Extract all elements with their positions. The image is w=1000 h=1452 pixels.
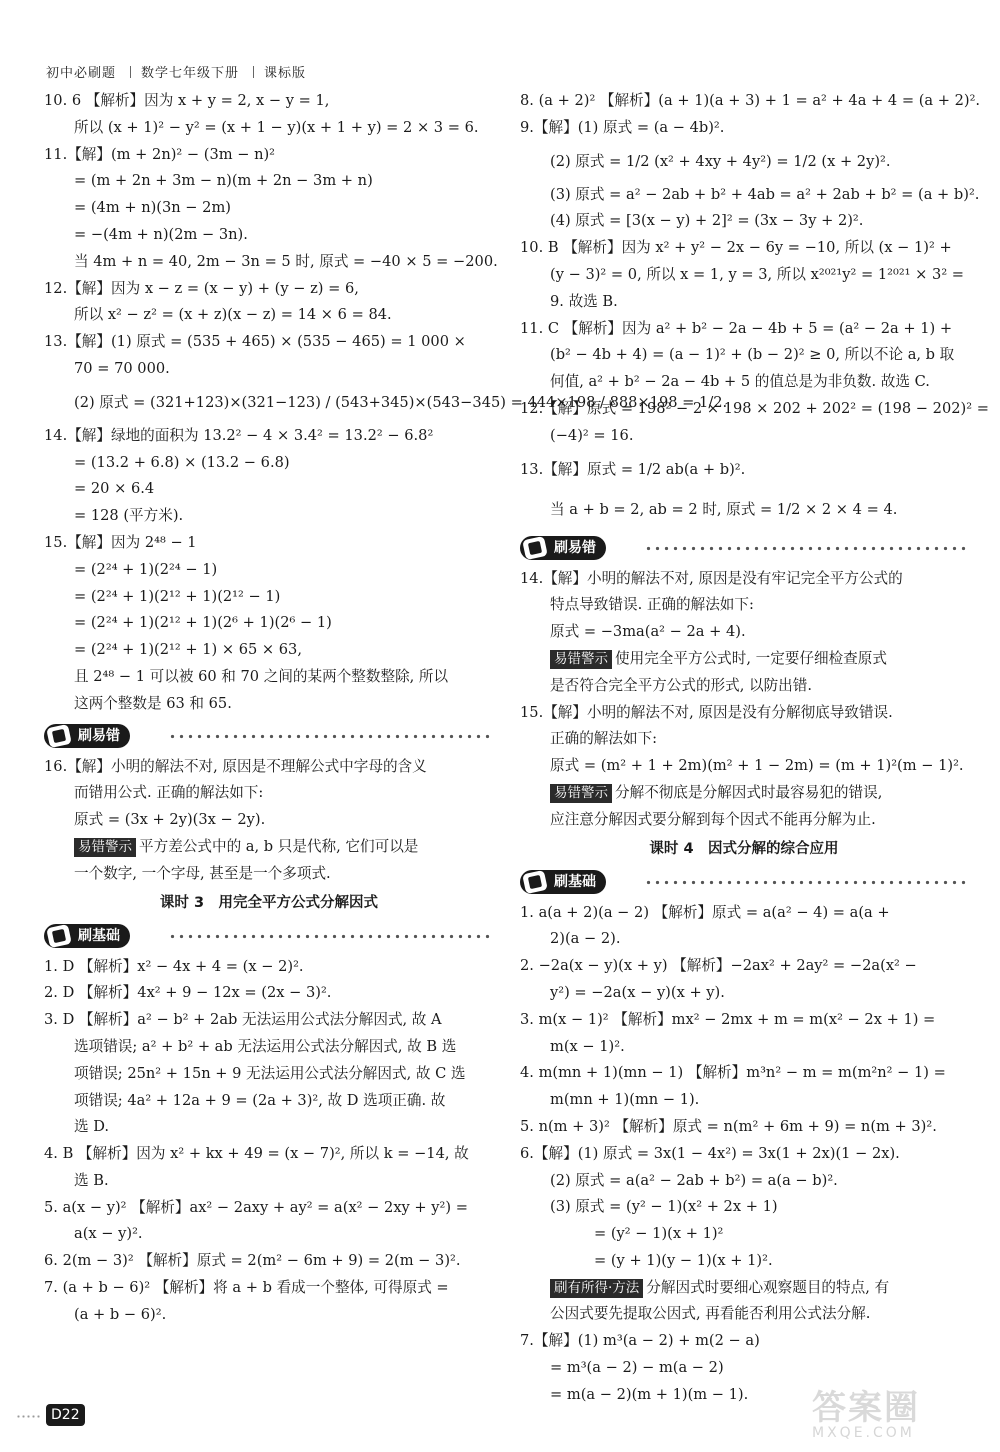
lesson-title [44,888,494,918]
watermark [812,1380,982,1446]
answer-text: = (2²⁴ + 1)(2¹² + 1)(2¹² − 1) [74,587,281,605]
watermark-title: 答案圈 [812,1388,920,1428]
answer-text: 7.【解】(1) m³(a − 2) + m(2 − a) [520,1332,760,1350]
answer-text: 当 a + b = 2, ab = 2 时, 原式 = 1/2 × 2 × 4 = 4. [550,500,898,518]
answer-line [44,1114,494,1141]
dotted-rule [168,934,494,939]
answer-line [44,557,494,584]
answer-line [520,1034,968,1061]
section-badge-text: 刷易错 [554,539,596,556]
answer-text: 8. (a + 2)² 【解析】(a + 1)(a + 3) + 1 = a² + 4a + 4 = (a + 2)². [520,92,981,109]
section-badge-text: 刷基础 [554,873,596,890]
answer-text: 15.【解】小明的解法不对, 原因是没有分解彻底导致错误. [520,703,893,721]
answer-text: 5. n(m + 3)² 【解析】原式 = n(m² + 6m + 9) = n(m + 3)². [520,1117,937,1135]
answer-line [520,1141,968,1168]
answer-text: 选项错误; a² + b² + ab 无法运用公式法分解因式, 故 B 选 [74,1037,457,1055]
lesson-title [520,834,968,864]
subject-title: 数学七年级下册 [141,66,240,81]
answer-line [520,1248,968,1275]
answer-text: 6.【解】(1) 原式 = 3x(1 − 4x²) = 3x(1 + 2x)(1 − 2x). [520,1144,900,1162]
answer-line [520,182,980,209]
answer-text: 13.【解】原式 = 1/2 ab(a + b)². [520,460,746,478]
answer-line [520,316,968,343]
answer-text: = (2²⁴ + 1)(2²⁴ − 1) [74,560,218,578]
running-header [46,62,320,81]
answer-line [44,664,494,691]
answer-line [44,530,494,557]
answer-line [520,807,968,834]
answer-text: (−4)² = 16. [550,426,634,444]
answer-line [520,646,968,673]
brush-icon [46,923,72,947]
answer-line [520,1328,968,1355]
answer-line [44,222,494,249]
answer-text: 70 = 70 000. [74,359,170,377]
answer-text: = (m + 2n + 3m − n)(m + 2n − 3m + n) [74,172,373,190]
watermark-url: MXQE.COM [812,1425,915,1441]
dotted-rule [168,734,494,739]
answer-line [520,726,968,753]
answer-text: = (13.2 + 6.8) × (13.2 − 6.8) [74,453,290,471]
tip-label: 刷有所得·方法 [550,1279,643,1298]
answer-line [520,1060,968,1087]
answer-text: 课时 4 因式分解的综合应用 [649,840,839,857]
answer-text: 10. B 【解析】因为 x² + y² − 2x − 6y = −10, 所以 (x − 1)² + [520,239,952,257]
answer-text: 4. B 【解析】因为 x² + kx + 49 = (x − 7)², 所以 k = −14, 故 [44,1145,469,1163]
answer-text: = 20 × 6.4 [74,480,155,498]
answer-line [520,1114,968,1141]
answer-text: 特点导致错误. 正确的解法如下: [550,596,754,614]
book-title: 初中必刷题 [46,66,117,81]
answer-text: = 128 (平方米). [74,507,184,525]
answer-text: (b² − 4b + 4) = (a − 1)² + (b − 2)² ≥ 0, 所以不论 a, b 取 [550,346,955,364]
answer-text: = −(4m + n)(2m − 3n). [74,225,248,243]
section-badge [520,870,968,894]
answer-text: (3) 原式 = (y² − 1)(x² + 2x + 1) [550,1198,778,1216]
answer-line [44,476,494,503]
answer-text: 11.【解】(m + 2n)² − (3m − n)² [44,145,276,163]
answer-line [44,584,494,611]
answer-text: = m(a − 2)(m + 1)(m − 1). [550,1385,749,1403]
answer-text: 一个数字, 一个字母, 甚至是一个多项式. [74,864,331,882]
answer-text: a(x − y)². [74,1225,143,1243]
answer-line [520,342,968,369]
section-badge-label [44,924,130,948]
answer-text: 14.【解】小明的解法不对, 原因是没有牢记完全平方公式的 [520,569,903,587]
answer-line [44,637,494,664]
answer-line [520,1221,968,1248]
answer-line [520,753,968,780]
brush-icon [522,535,548,559]
answer-text: (3) 原式 = a² − 2ab + b² + 4ab = a² + 2ab + b² = (a + b)². [550,185,980,203]
section-badge-text: 刷基础 [78,927,120,944]
answer-line [520,673,968,700]
answer-text: 当 4m + n = 40, 2m − 3n = 5 时, 原式 = −40 × 5 = −200. [74,252,498,270]
answer-text: 平方差公式中的 a, b 只是代称, 它们可以是 [139,837,419,855]
brush-icon [46,723,72,747]
answer-line [520,700,968,727]
section-badge-label [520,536,606,560]
answer-text: (y − 3)² = 0, 所以 x = 1, y = 3, 所以 x²⁰²¹y² = 1²⁰²¹ × 3² = [550,265,965,283]
answer-line [520,208,968,235]
dotted-rule [644,880,968,885]
answer-text: m(x − 1)². [550,1037,625,1055]
answer-text: 所以 (x + 1)² − y² = (x + 1 − y)(x + 1 + y) = 2 × 3 = 6. [74,118,479,136]
answer-text: (2) 原式 = 1/2 (x² + 4xy + 4y²) = 1/2 (x + 2y)². [550,152,891,170]
answer-line [44,88,494,115]
answer-text: 原式 = (3x + 2y)(3x − 2y). [74,811,266,829]
answer-line [520,566,968,593]
answer-text: (2) 原式 = a(a² − 2ab + b²) = a(a − b)². [550,1171,838,1189]
answer-line [44,195,494,222]
answer-line [44,1034,494,1061]
answer-text: (2) 原式 = (321+123)×(321−123) / (543+345)×(543−345) = 444×198 / 888×198 = 1/2. [74,393,728,411]
answer-text: 课时 3 用完全平方公式分解因式 [159,894,379,911]
answer-line [44,691,494,718]
answer-line [520,1275,968,1302]
section-badge [44,924,494,948]
answer-line [44,423,494,450]
answer-text: 公因式要先提取公因式, 再看能否利用公式法分解. [550,1305,871,1323]
answer-text: 12.【解】原式 = 198² − 2 × 198 × 202 + 202² = (198 − 202)² = [520,399,989,417]
answer-text: 12.【解】因为 x − z = (x − y) + (y − z) = 6, [44,279,359,297]
answer-line [44,610,494,637]
answer-line [44,276,494,303]
answer-text: = (2²⁴ + 1)(2¹² + 1) × 65 × 63, [74,641,302,659]
answer-line [44,115,494,142]
answer-text: 应注意分解因式要分解到每个因式不能再分解为止. [550,810,876,828]
answer-line [44,980,494,1007]
answer-text: y²) = −2a(x − y)(x + y). [550,983,725,1001]
answer-line [520,1168,968,1195]
answer-line [44,142,494,169]
answer-line [44,1088,494,1115]
answer-line [520,289,968,316]
answer-line [520,88,981,115]
answer-line [44,1141,494,1168]
section-badge-label [520,870,606,894]
right-column [520,88,989,1409]
answer-line [520,1194,968,1221]
answer-text: 3. m(x − 1)² 【解析】mx² − 2mx + m = m(x² − 2x + 1) = [520,1010,936,1028]
answer-line [520,926,968,953]
answer-text: (4) 原式 = [3(x − y) + 2]² = (3x − 3y + 2)². [550,212,864,230]
section-badge [520,536,968,560]
answer-line [520,235,968,262]
answer-line [520,115,968,142]
answer-line [520,450,968,490]
answer-line [44,249,498,276]
answer-text: 这两个整数是 63 和 65. [74,694,232,712]
edition-label: 课标版 [264,66,307,81]
brush-icon [522,869,548,893]
tip-label: 易错警示 [550,650,612,669]
answer-text: 2. −2a(x − y)(x + y) 【解析】−2ax² + 2ay² = −2a(x² − [520,957,917,975]
answer-line [44,503,494,530]
answer-line [520,953,968,980]
answer-line [44,302,494,329]
section-badge [44,724,494,748]
tip-label: 易错警示 [550,784,612,803]
answer-text: m(mn + 1)(mn − 1). [550,1091,700,1109]
answer-line [44,329,494,356]
answer-line [44,1221,494,1248]
answer-line [44,450,494,477]
answer-text: 16.【解】小明的解法不对, 原因是不理解公式中字母的含义 [44,757,427,775]
answer-line [44,1275,494,1302]
answer-line [44,807,494,834]
answer-text: = (y² − 1)(x + 1)² [594,1225,724,1243]
answer-line [44,356,494,383]
answer-text: 15.【解】因为 2⁴⁸ − 1 [44,533,197,551]
answer-text: 所以 x² − z² = (x + z)(x − z) = 14 × 6 = 84. [74,306,392,324]
answer-line [520,423,968,450]
answer-line [520,1301,968,1328]
answer-text: 6. 2(m − 3)² 【解析】原式 = 2(m² − 6m + 9) = 2(m − 3)². [44,1252,461,1270]
answer-line [520,1087,968,1114]
answer-line [520,396,989,423]
answer-text: 何值, a² + b² − 2a − 4b + 5 的值总是为非负数. 故选 C. [550,373,930,391]
dotted-rule [644,546,968,551]
answer-text: 13.【解】(1) 原式 = (535 + 465) × (535 − 465) = 1 000 × [44,333,466,351]
answer-text: 5. a(x − y)² 【解析】ax² − 2axy + ay² = a(x² − 2xy + y²) = [44,1198,468,1216]
answer-text: = m³(a − 2) − m(a − 2) [550,1359,724,1377]
answer-line [520,780,968,807]
answer-line [44,1061,494,1088]
answer-text: 1. a(a + 2)(a − 2) 【解析】原式 = a(a² − 4) = a(a + [520,903,890,921]
answer-line [520,900,968,927]
answer-line [44,1302,494,1329]
answer-text: 使用完全平方公式时, 一定要仔细检查原式 [615,649,887,667]
answer-line [44,1168,494,1195]
answer-line [44,1007,494,1034]
answer-text: = (4m + n)(3n − 2m) [74,199,231,217]
answer-text: 正确的解法如下: [550,730,658,748]
answer-text: 原式 = (m² + 1 + 2m)(m² + 1 − 2m) = (m + 1)²(m − 1)². [550,757,964,775]
answer-text: 7. (a + b − 6)² 【解析】将 a + b 看成一个整体, 可得原式 = [44,1279,449,1297]
answer-text: 选 D. [74,1118,110,1136]
answer-text: 3. D 【解析】a² − b² + 2ab 无法运用公式法分解因式, 故 A [44,1011,442,1029]
answer-line [44,383,728,423]
answer-text: 1. D 【解析】x² − 4x + 4 = (x − 2)². [44,957,304,975]
answer-text: 2. D 【解析】4x² + 9 − 12x = (2x − 3)². [44,984,332,1002]
answer-line [44,168,494,195]
answer-line [520,592,968,619]
answer-text: 项错误; 4a² + 12a + 9 = (2a + 3)², 故 D 选项正确. 故 [74,1091,446,1109]
page-number: D22 [46,1404,85,1426]
answer-line [520,262,968,289]
answer-line [520,619,968,646]
answer-line [520,490,968,530]
section-badge-label [44,724,130,748]
tip-label: 易错警示 [74,838,136,857]
answer-line [520,369,968,396]
answer-line [520,142,968,182]
answer-text: = (2²⁴ + 1)(2¹² + 1)(2⁶ + 1)(2⁶ − 1) [74,614,332,632]
answer-line [520,1355,968,1382]
answer-text: 4. m(mn + 1)(mn − 1) 【解析】m³n² − m = m(m²n² − 1) = [520,1064,946,1082]
answer-line [44,1248,494,1275]
answer-text: 项错误; 25n² + 15n + 9 无法运用公式法分解因式, 故 C 选 [74,1064,466,1082]
answer-text: 11. C 【解析】因为 a² + b² − 2a − 4b + 5 = (a² − 2a + 1) + [520,319,953,337]
answer-line [44,1195,494,1222]
footer-dots [16,1414,42,1420]
section-badge-text: 刷易错 [78,727,120,744]
answer-text: 是否符合完全平方公式的形式, 以防出错. [550,676,813,694]
answer-line [520,980,968,1007]
answer-text: 14.【解】绿地的面积为 13.2² − 4 × 3.4² = 13.2² − 6.8² [44,426,434,444]
answer-text: = (y + 1)(y − 1)(x + 1)². [594,1251,773,1269]
answer-text: 选 B. [74,1171,109,1189]
answer-text: 而错用公式. 正确的解法如下: [74,784,264,802]
answer-text: 2)(a − 2). [550,930,621,948]
answer-text: 且 2⁴⁸ − 1 可以被 60 和 70 之间的某两个整数整除, 所以 [74,667,449,685]
answer-line [44,861,494,888]
answer-text: 原式 = −3ma(a² − 2a + 4). [550,623,746,641]
answer-line [44,754,494,781]
answer-text: 分解不彻底是分解因式时最容易犯的错误, [615,783,883,801]
answer-line [44,834,494,861]
answer-line [44,780,494,807]
answer-line [44,954,494,981]
answer-text: 9. 故选 B. [550,292,618,310]
answer-text: 10. 6 【解析】因为 x + y = 2, x − y = 1, [44,92,330,109]
answer-text: (a + b − 6)². [74,1305,167,1323]
answer-text: 9.【解】(1) 原式 = (a − 4b)². [520,118,725,136]
answer-line [520,1007,968,1034]
answer-text: 分解因式时要细心观察题目的特点, 有 [646,1278,890,1296]
